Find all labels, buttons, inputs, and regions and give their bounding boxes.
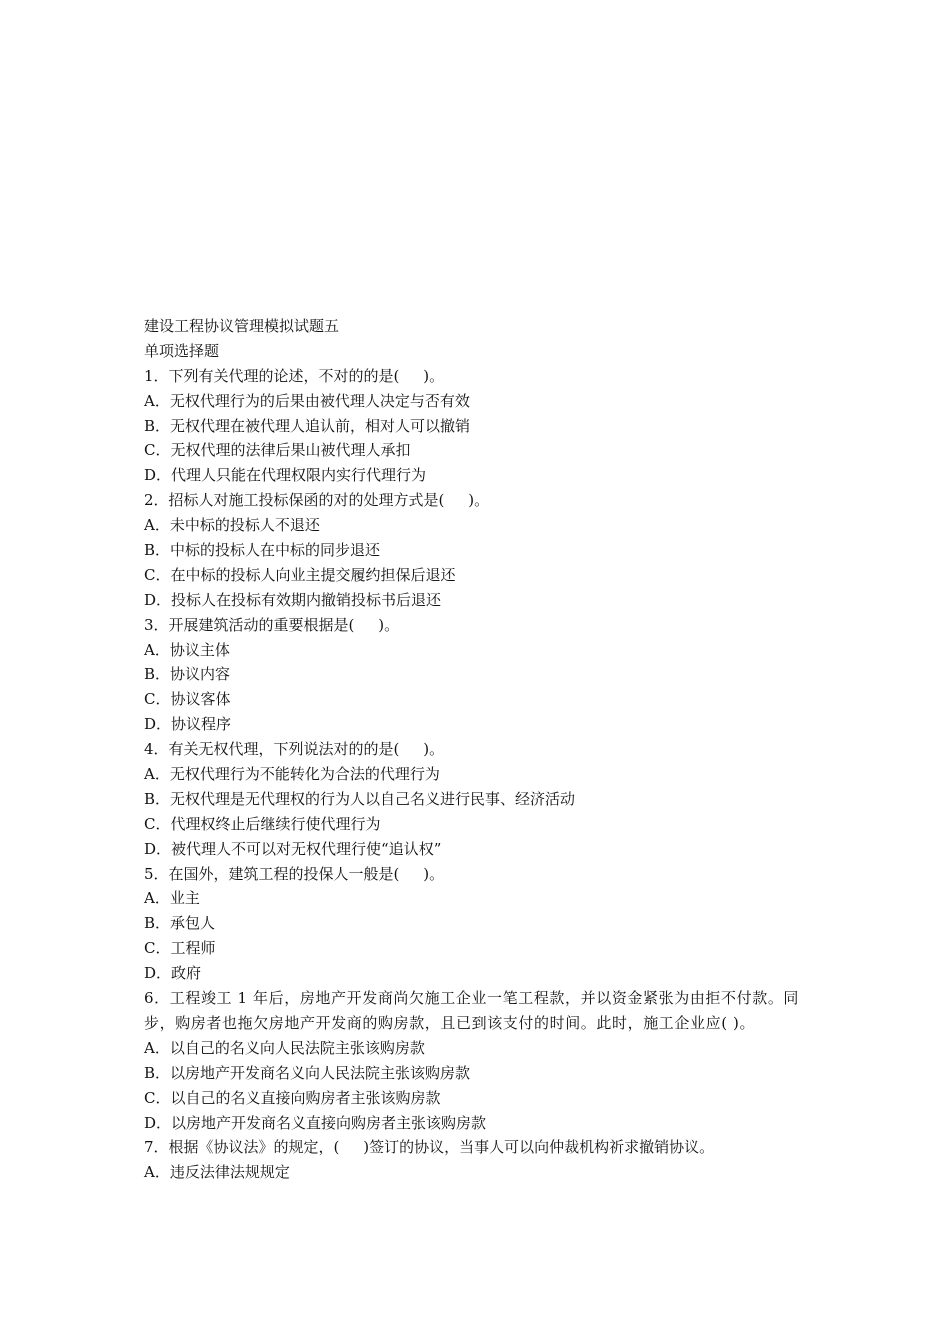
question-stem: 4．有关无权代理，下列说法对的的是( )。 bbox=[144, 740, 445, 759]
question-stem: 5．在国外，建筑工程的投保人一般是( )。 bbox=[144, 864, 445, 883]
question-stem: 7．根据《协议法》的规定，( )签订的协议，当事人可以向仲裁机构祈求撤销协议。 bbox=[144, 1138, 715, 1157]
option-a: A．业主 bbox=[144, 889, 200, 908]
option-b: B．无权代理是无代理权的行为人以自己名义进行民事、经济活动 bbox=[144, 789, 576, 808]
option-b: B．以房地产开发商名义向人民法院主张该购房款 bbox=[144, 1063, 471, 1082]
option-c: C．代理权终止后继续行使代理行为 bbox=[144, 814, 381, 833]
option-d: D．被代理人不可以对无权代理行使“追认权” bbox=[144, 839, 442, 858]
option-a: A．无权代理行为的后果由被代理人决定与否有效 bbox=[144, 391, 470, 410]
option-d: D．代理人只能在代理权限内实行代理行为 bbox=[144, 466, 427, 485]
section-heading: 单项选择题 bbox=[144, 341, 220, 360]
option-a: A．未中标的投标人不退还 bbox=[144, 516, 320, 535]
question-stem: 6．工程竣工 1 年后，房地产开发商尚欠施工企业一笔工程款，并以资金紧张为由拒不付款。同步，购房者也拖欠房地产开发商的购房款，且已到该支付的时间。此时，施工企业应( )。 bbox=[144, 989, 800, 1032]
option-c: C．以自己的名义直接向购房者主张该购房款 bbox=[144, 1088, 441, 1107]
option-a: A．协议主体 bbox=[144, 640, 230, 659]
question-stem: 1．下列有关代理的论述，不对的的是( )。 bbox=[144, 366, 445, 385]
document-title: 建设工程协议管理模拟试题五 bbox=[144, 317, 340, 335]
option-a: A．违反法律法规规定 bbox=[144, 1163, 290, 1182]
option-d: D．以房地产开发商名义直接向购房者主张该购房款 bbox=[144, 1113, 487, 1132]
option-c: C．在中标的投标人向业主提交履约担保后退还 bbox=[144, 565, 456, 584]
option-a: A．以自己的名义向人民法院主张该购房款 bbox=[144, 1038, 425, 1057]
option-c: C．协议客体 bbox=[144, 690, 231, 709]
option-b: B．中标的投标人在中标的同步退还 bbox=[144, 541, 381, 560]
option-b: B．协议内容 bbox=[144, 665, 231, 684]
option-b: B．无权代理在被代理人追认前，相对人可以撤销 bbox=[144, 416, 471, 435]
question-stem: 2．招标人对施工投标保函的对的处理方式是( )。 bbox=[144, 491, 490, 510]
option-c: C．无权代理的法律后果山被代理人承扣 bbox=[144, 441, 411, 460]
option-c: C．工程师 bbox=[144, 939, 216, 958]
option-d: D．协议程序 bbox=[144, 715, 232, 734]
option-d: D．投标人在投标有效期内撤销投标书后退还 bbox=[144, 590, 442, 609]
question-stem: 3．开展建筑活动的重要根据是( )。 bbox=[144, 615, 400, 634]
option-a: A．无权代理行为不能转化为合法的代理行为 bbox=[144, 765, 440, 784]
document-body bbox=[144, 314, 824, 1185]
option-d: D．政府 bbox=[144, 964, 202, 983]
option-b: B．承包人 bbox=[144, 914, 216, 933]
